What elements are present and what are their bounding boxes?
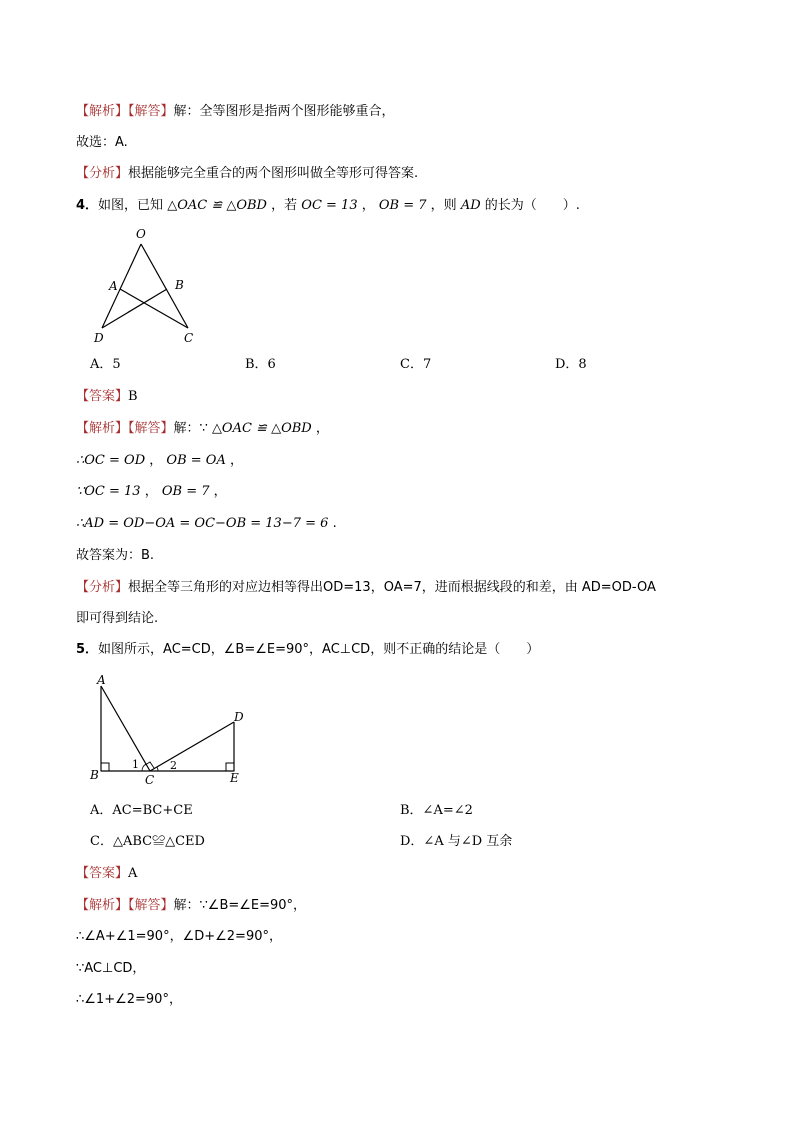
q4-solution-line-1 [76,420,329,438]
answer-tag: 【答案】 [76,866,129,881]
q5-figure [88,672,258,790]
label-B: B [90,768,99,782]
analysis-tag: 【分析】 [76,580,129,595]
q5-solution-line-4: ∴∠1+∠2=90°， [76,992,182,1007]
edge-CD [150,722,234,771]
right-angle-B [101,763,109,771]
q4-eq1: OC = 13 [301,198,358,213]
q5-option-d: D．∠A 与∠D 互余 [400,834,513,849]
step-comma: ， [144,484,158,499]
step-ob-oa: OB = OA [166,453,226,468]
solution-tag: 【解析】【解答】 [76,898,174,913]
q4-figure [90,222,220,350]
step-ad-6: ∴AD = OD−OA = OC−OB = 13−7 = 6 [76,516,329,531]
solution-step: 解：∵∠B=∠E=90°， [173,898,307,913]
solution-tag: 【解析】【解答】 [76,421,174,436]
q4-answer-line [76,388,138,406]
q4-number: 4． [76,198,99,213]
prev-analysis-line [76,103,395,121]
q4-text-b: ，若 [271,198,298,213]
edge-BD [102,289,167,328]
label-B: B [175,278,184,292]
analysis-text: 解：全等图形是指两个图形能够重合， [173,104,395,119]
edge-AC [120,289,188,328]
solution-congruence: △OAC ≌ △OBD [211,421,312,436]
step-comma: ， [213,484,227,499]
answer-tag: 【答案】 [76,389,129,404]
summary-tag: 【分析】 [76,166,129,181]
step-period: . [332,516,337,531]
q4-solution-line-4 [76,515,337,533]
right-angle-E [226,763,234,771]
summary-text: 根据能够完全重合的两个图形叫做全等形可得答案. [128,166,419,181]
q4-stem [76,197,580,215]
q4-solution-line-2 [76,452,243,470]
q5-option-b: B．∠A=∠2 [400,803,473,818]
q4-text-d: 的长为（ ）. [484,198,580,213]
step-ob-7: OB = 7 [161,484,210,499]
prev-choice-line: 故选：A. [76,135,128,150]
label-A: A [109,279,118,293]
q5-solution-line-3: ∵AC⊥CD， [76,961,146,976]
q4-ad: AD [460,198,481,213]
q4-solution-line-5: 故答案为：B. [76,548,155,563]
answer-value: A [128,866,138,881]
label-E: E [230,771,239,785]
q4-comma: ， [361,198,375,213]
q5-option-a: A．AC=BC+CE [90,803,193,818]
label-A: A [97,673,106,687]
label-D: D [94,331,104,345]
q5-answer-line [76,865,137,883]
q5-solution-line-2: ∴∠A+∠1=90°，∠D+∠2=90°， [76,929,282,944]
q4-analysis-line [76,579,656,597]
analysis-text: 根据全等三角形的对应边相等得出OD=13，OA=7，进而根据线段的和差，由 AD=OD-OA [128,580,656,595]
q5-solution-line-1 [76,897,306,915]
label-C: C [145,773,155,787]
solution-intro: 解：∵ [173,421,208,436]
q4-solution-line-3 [76,483,227,501]
q4-text-a: 如图，已知 [98,198,164,213]
q5-number: 5． [76,642,99,657]
label-angle-1: 1 [132,758,139,771]
edge-AC [101,686,150,771]
q4-analysis-line-2: 即可得到结论. [76,611,159,626]
answer-value: B [128,389,138,404]
q4-option-b: B．6 [245,357,276,372]
q4-option-c: C．7 [400,357,432,372]
q4-text-c: ，则 [430,198,457,213]
q4-congruence: △OAC ≌ △OBD [167,198,267,213]
label-C: C [184,331,194,345]
step-oc-od: ∴OC = OD [76,453,146,468]
prev-summary-line [76,165,418,183]
solution-comma: ， [315,421,329,436]
analysis-tag: 【解析】【解答】 [76,104,174,119]
step-comma: ， [149,453,163,468]
label-angle-2: 2 [170,759,177,772]
q5-stem [76,641,539,659]
q4-option-d: D．8 [555,357,587,372]
q5-option-c: C．△ABC≌△CED [90,834,205,849]
step-oc-13: ∵OC = 13 [76,484,141,499]
q4-option-a: A．5 [90,357,121,372]
step-comma: ， [229,453,243,468]
label-D: D [234,710,244,724]
q4-eq2: OB = 7 [378,198,427,213]
edge-OD [102,244,141,328]
q5-text: 如图所示，AC=CD，∠B=∠E=90°，AC⊥CD，则不正确的结论是（ ） [98,642,540,657]
label-O: O [136,227,146,241]
